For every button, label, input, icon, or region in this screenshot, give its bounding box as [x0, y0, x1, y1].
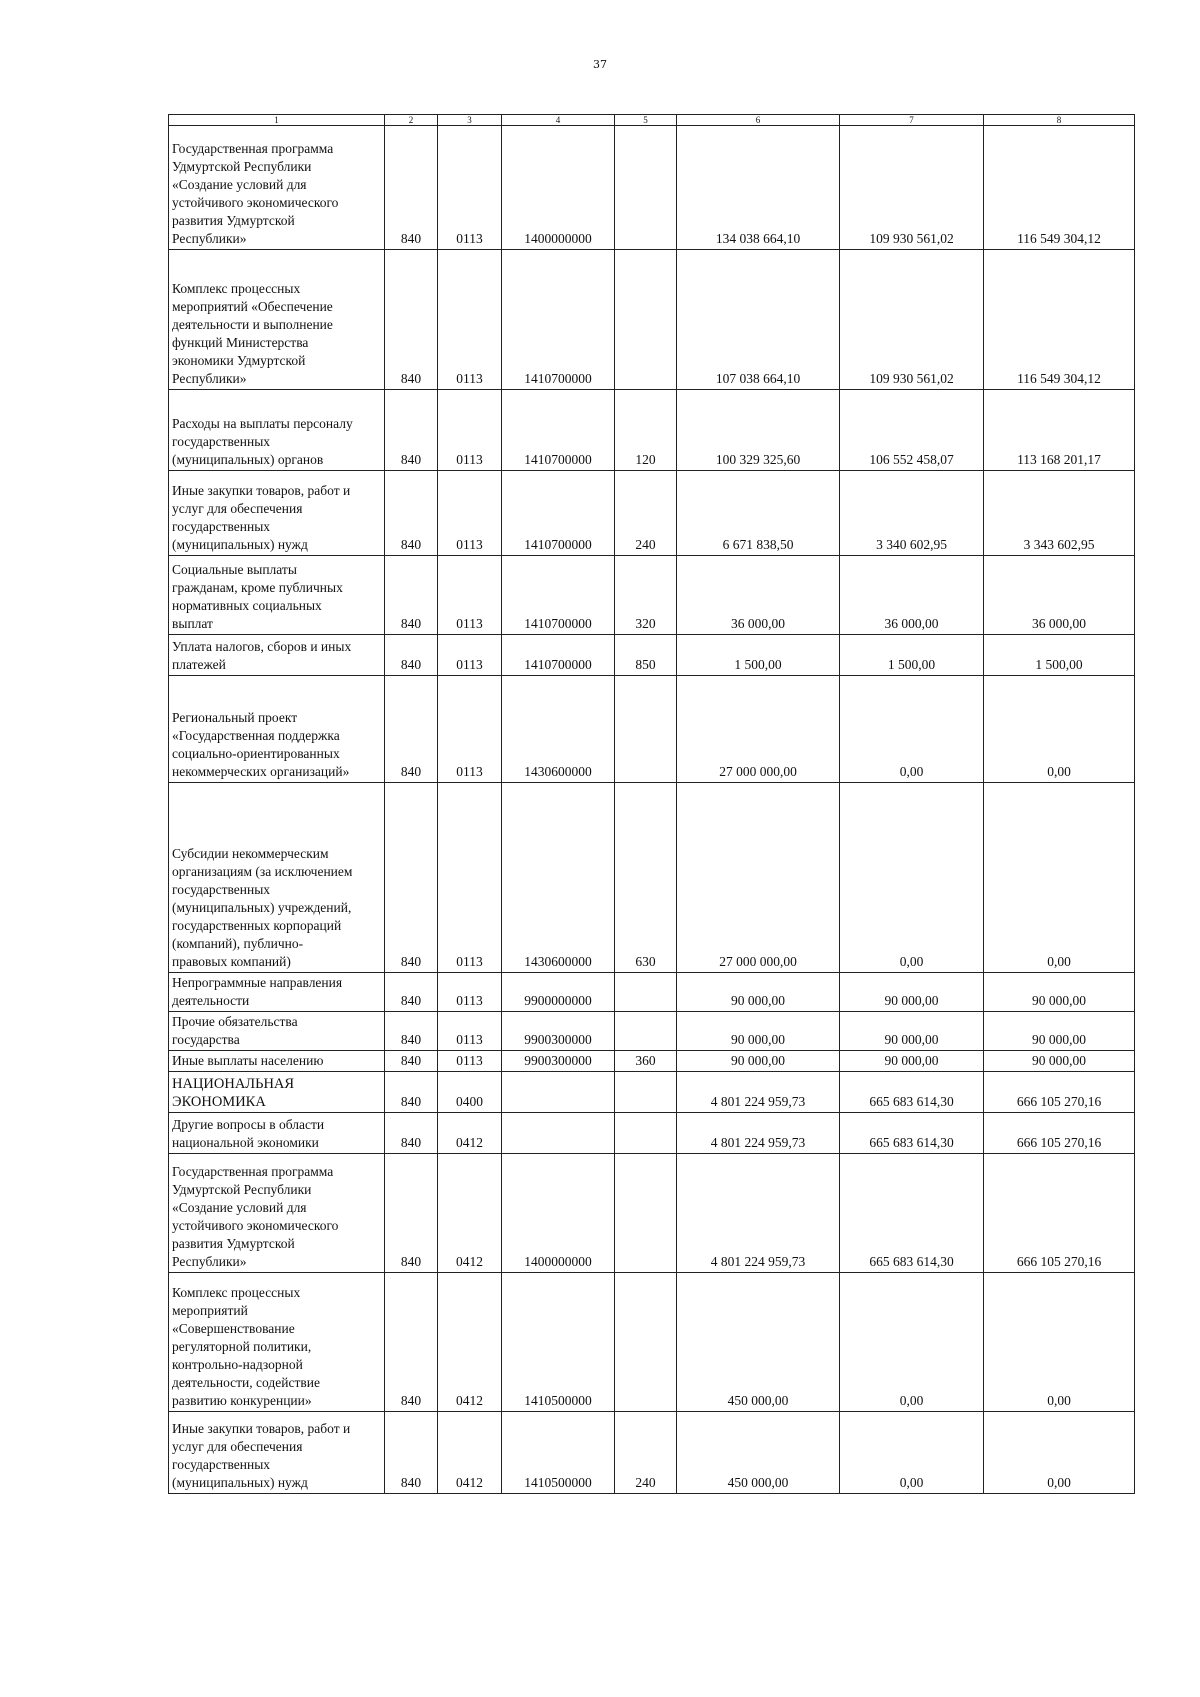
amount-col6: 100 329 325,60	[677, 390, 840, 471]
row-name: Региональный проект «Государственная поддержка социально-ориентированных некоммерческих организаций»	[169, 676, 385, 783]
row-name: Комплекс процессных мероприятий «Обеспечение деятельности и выполнение функций Министерства экономики Удмуртской Республики»	[169, 250, 385, 390]
grbs-code: 840	[385, 1154, 438, 1273]
expense-type-code	[615, 973, 677, 1012]
grbs-code: 840	[385, 1273, 438, 1412]
section-code: 0412	[438, 1113, 502, 1154]
grbs-code: 840	[385, 1012, 438, 1051]
section-code: 0113	[438, 676, 502, 783]
amount-col8: 113 168 201,17	[984, 390, 1135, 471]
amount-col8: 36 000,00	[984, 556, 1135, 635]
grbs-code: 840	[385, 1412, 438, 1494]
column-number-row	[169, 115, 1135, 126]
amount-col8: 90 000,00	[984, 973, 1135, 1012]
expense-type-code: 240	[615, 471, 677, 556]
amount-col6: 4 801 224 959,73	[677, 1072, 840, 1113]
amount-col7: 36 000,00	[840, 556, 984, 635]
page-number: 37	[593, 58, 607, 71]
grbs-code: 840	[385, 783, 438, 973]
row-name: Государственная программа Удмуртской Республики «Создание условий для устойчивого экономического развития Удмуртской Республики»	[169, 126, 385, 250]
expense-type-code	[615, 676, 677, 783]
grbs-code: 840	[385, 1051, 438, 1072]
amount-col8: 116 549 304,12	[984, 250, 1135, 390]
table-row	[169, 1412, 1135, 1494]
amount-col6: 450 000,00	[677, 1273, 840, 1412]
expense-type-code	[615, 250, 677, 390]
table-row	[169, 126, 1135, 250]
amount-col6: 27 000 000,00	[677, 783, 840, 973]
target-article-code: 1410700000	[502, 390, 615, 471]
amount-col6: 1 500,00	[677, 635, 840, 676]
amount-col8: 3 343 602,95	[984, 471, 1135, 556]
section-code: 0113	[438, 126, 502, 250]
section-code: 0412	[438, 1154, 502, 1273]
row-name: Уплата налогов, сборов и иных платежей	[169, 635, 385, 676]
amount-col8: 666 105 270,16	[984, 1113, 1135, 1154]
table-row	[169, 1072, 1135, 1113]
table-row	[169, 1273, 1135, 1412]
amount-col8: 0,00	[984, 783, 1135, 973]
section-code: 0400	[438, 1072, 502, 1113]
grbs-code: 840	[385, 390, 438, 471]
amount-col8: 90 000,00	[984, 1051, 1135, 1072]
grbs-code: 840	[385, 635, 438, 676]
column-number: 4	[502, 115, 615, 126]
section-code: 0113	[438, 973, 502, 1012]
column-number: 1	[169, 115, 385, 126]
amount-col6: 90 000,00	[677, 1012, 840, 1051]
table-row	[169, 1113, 1135, 1154]
expense-type-code	[615, 1113, 677, 1154]
target-article-code: 1410500000	[502, 1412, 615, 1494]
section-code: 0412	[438, 1273, 502, 1412]
amount-col6: 4 801 224 959,73	[677, 1113, 840, 1154]
target-article-code	[502, 1113, 615, 1154]
target-article-code: 1400000000	[502, 126, 615, 250]
amount-col7: 90 000,00	[840, 1012, 984, 1051]
column-number: 2	[385, 115, 438, 126]
table-row	[169, 390, 1135, 471]
section-code: 0113	[438, 556, 502, 635]
table-row	[169, 471, 1135, 556]
amount-col6: 27 000 000,00	[677, 676, 840, 783]
section-code: 0113	[438, 471, 502, 556]
target-article-code: 1400000000	[502, 1154, 615, 1273]
amount-col8: 0,00	[984, 676, 1135, 783]
column-number: 6	[677, 115, 840, 126]
row-name: Другие вопросы в области национальной экономики	[169, 1113, 385, 1154]
amount-col8: 1 500,00	[984, 635, 1135, 676]
grbs-code: 840	[385, 1072, 438, 1113]
table-row	[169, 1051, 1135, 1072]
table-row	[169, 973, 1135, 1012]
amount-col7: 109 930 561,02	[840, 126, 984, 250]
amount-col6: 6 671 838,50	[677, 471, 840, 556]
table-row	[169, 1154, 1135, 1273]
expense-type-code: 360	[615, 1051, 677, 1072]
target-article-code	[502, 1072, 615, 1113]
target-article-code: 1410700000	[502, 471, 615, 556]
section-code: 0113	[438, 250, 502, 390]
table-row	[169, 1012, 1135, 1051]
amount-col7: 90 000,00	[840, 973, 984, 1012]
section-code: 0412	[438, 1412, 502, 1494]
target-article-code: 9900300000	[502, 1012, 615, 1051]
amount-col8: 90 000,00	[984, 1012, 1135, 1051]
row-name: Прочие обязательства государства	[169, 1012, 385, 1051]
amount-col6: 107 038 664,10	[677, 250, 840, 390]
amount-col7: 0,00	[840, 1412, 984, 1494]
amount-col7: 665 683 614,30	[840, 1154, 984, 1273]
section-code: 0113	[438, 1051, 502, 1072]
amount-col8: 666 105 270,16	[984, 1154, 1135, 1273]
amount-col7: 109 930 561,02	[840, 250, 984, 390]
target-article-code: 1410700000	[502, 250, 615, 390]
amount-col7: 1 500,00	[840, 635, 984, 676]
section-code: 0113	[438, 783, 502, 973]
amount-col8: 666 105 270,16	[984, 1072, 1135, 1113]
grbs-code: 840	[385, 676, 438, 783]
target-article-code: 1410500000	[502, 1273, 615, 1412]
grbs-code: 840	[385, 1113, 438, 1154]
row-name: Непрограммные направления деятельности	[169, 973, 385, 1012]
amount-col7: 665 683 614,30	[840, 1113, 984, 1154]
column-number: 5	[615, 115, 677, 126]
amount-col7: 106 552 458,07	[840, 390, 984, 471]
row-name: Иные закупки товаров, работ и услуг для обеспечения государственных (муниципальных) нужд	[169, 471, 385, 556]
amount-col7: 0,00	[840, 783, 984, 973]
table-row	[169, 556, 1135, 635]
row-name: НАЦИОНАЛЬНАЯ ЭКОНОМИКА	[169, 1072, 385, 1113]
amount-col7: 0,00	[840, 1273, 984, 1412]
column-number: 3	[438, 115, 502, 126]
expense-type-code: 630	[615, 783, 677, 973]
column-number: 8	[984, 115, 1135, 126]
amount-col6: 90 000,00	[677, 973, 840, 1012]
expense-type-code	[615, 1072, 677, 1113]
expense-type-code: 240	[615, 1412, 677, 1494]
amount-col7: 665 683 614,30	[840, 1072, 984, 1113]
amount-col6: 36 000,00	[677, 556, 840, 635]
amount-col7: 3 340 602,95	[840, 471, 984, 556]
column-number: 7	[840, 115, 984, 126]
budget-table	[168, 114, 1135, 1494]
grbs-code: 840	[385, 973, 438, 1012]
target-article-code: 1410700000	[502, 635, 615, 676]
amount-col6: 4 801 224 959,73	[677, 1154, 840, 1273]
amount-col8: 0,00	[984, 1412, 1135, 1494]
amount-col8: 0,00	[984, 1273, 1135, 1412]
row-name: Иные выплаты населению	[169, 1051, 385, 1072]
section-code: 0113	[438, 1012, 502, 1051]
amount-col7: 0,00	[840, 676, 984, 783]
expense-type-code: 120	[615, 390, 677, 471]
expense-type-code	[615, 1012, 677, 1051]
amount-col6: 134 038 664,10	[677, 126, 840, 250]
row-name: Государственная программа Удмуртской Республики «Создание условий для устойчивого экономического развития Удмуртской Республики»	[169, 1154, 385, 1273]
grbs-code: 840	[385, 126, 438, 250]
section-code: 0113	[438, 390, 502, 471]
target-article-code: 9900300000	[502, 1051, 615, 1072]
row-name: Комплекс процессных мероприятий «Совершенствование регуляторной политики, контрольно-надзорной деятельности, содействие развитию конкуренции»	[169, 1273, 385, 1412]
expense-type-code: 320	[615, 556, 677, 635]
grbs-code: 840	[385, 471, 438, 556]
row-name: Иные закупки товаров, работ и услуг для обеспечения государственных (муниципальных) нужд	[169, 1412, 385, 1494]
row-name: Социальные выплаты гражданам, кроме публичных нормативных социальных выплат	[169, 556, 385, 635]
table-row	[169, 635, 1135, 676]
amount-col8: 116 549 304,12	[984, 126, 1135, 250]
expense-type-code	[615, 1273, 677, 1412]
table-row	[169, 676, 1135, 783]
row-name: Субсидии некоммерческим организациям (за исключением государственных (муниципальных) учреждений, государственных корпораций (компаний), публично- правовых компаний)	[169, 783, 385, 973]
row-name: Расходы на выплаты персоналу государственных (муниципальных) органов	[169, 390, 385, 471]
target-article-code: 1430600000	[502, 676, 615, 783]
amount-col7: 90 000,00	[840, 1051, 984, 1072]
table-row	[169, 783, 1135, 973]
expense-type-code	[615, 126, 677, 250]
grbs-code: 840	[385, 556, 438, 635]
section-code: 0113	[438, 635, 502, 676]
table-row	[169, 250, 1135, 390]
expense-type-code	[615, 1154, 677, 1273]
expense-type-code: 850	[615, 635, 677, 676]
grbs-code: 840	[385, 250, 438, 390]
target-article-code: 1410700000	[502, 556, 615, 635]
target-article-code: 9900000000	[502, 973, 615, 1012]
amount-col6: 90 000,00	[677, 1051, 840, 1072]
amount-col6: 450 000,00	[677, 1412, 840, 1494]
target-article-code: 1430600000	[502, 783, 615, 973]
